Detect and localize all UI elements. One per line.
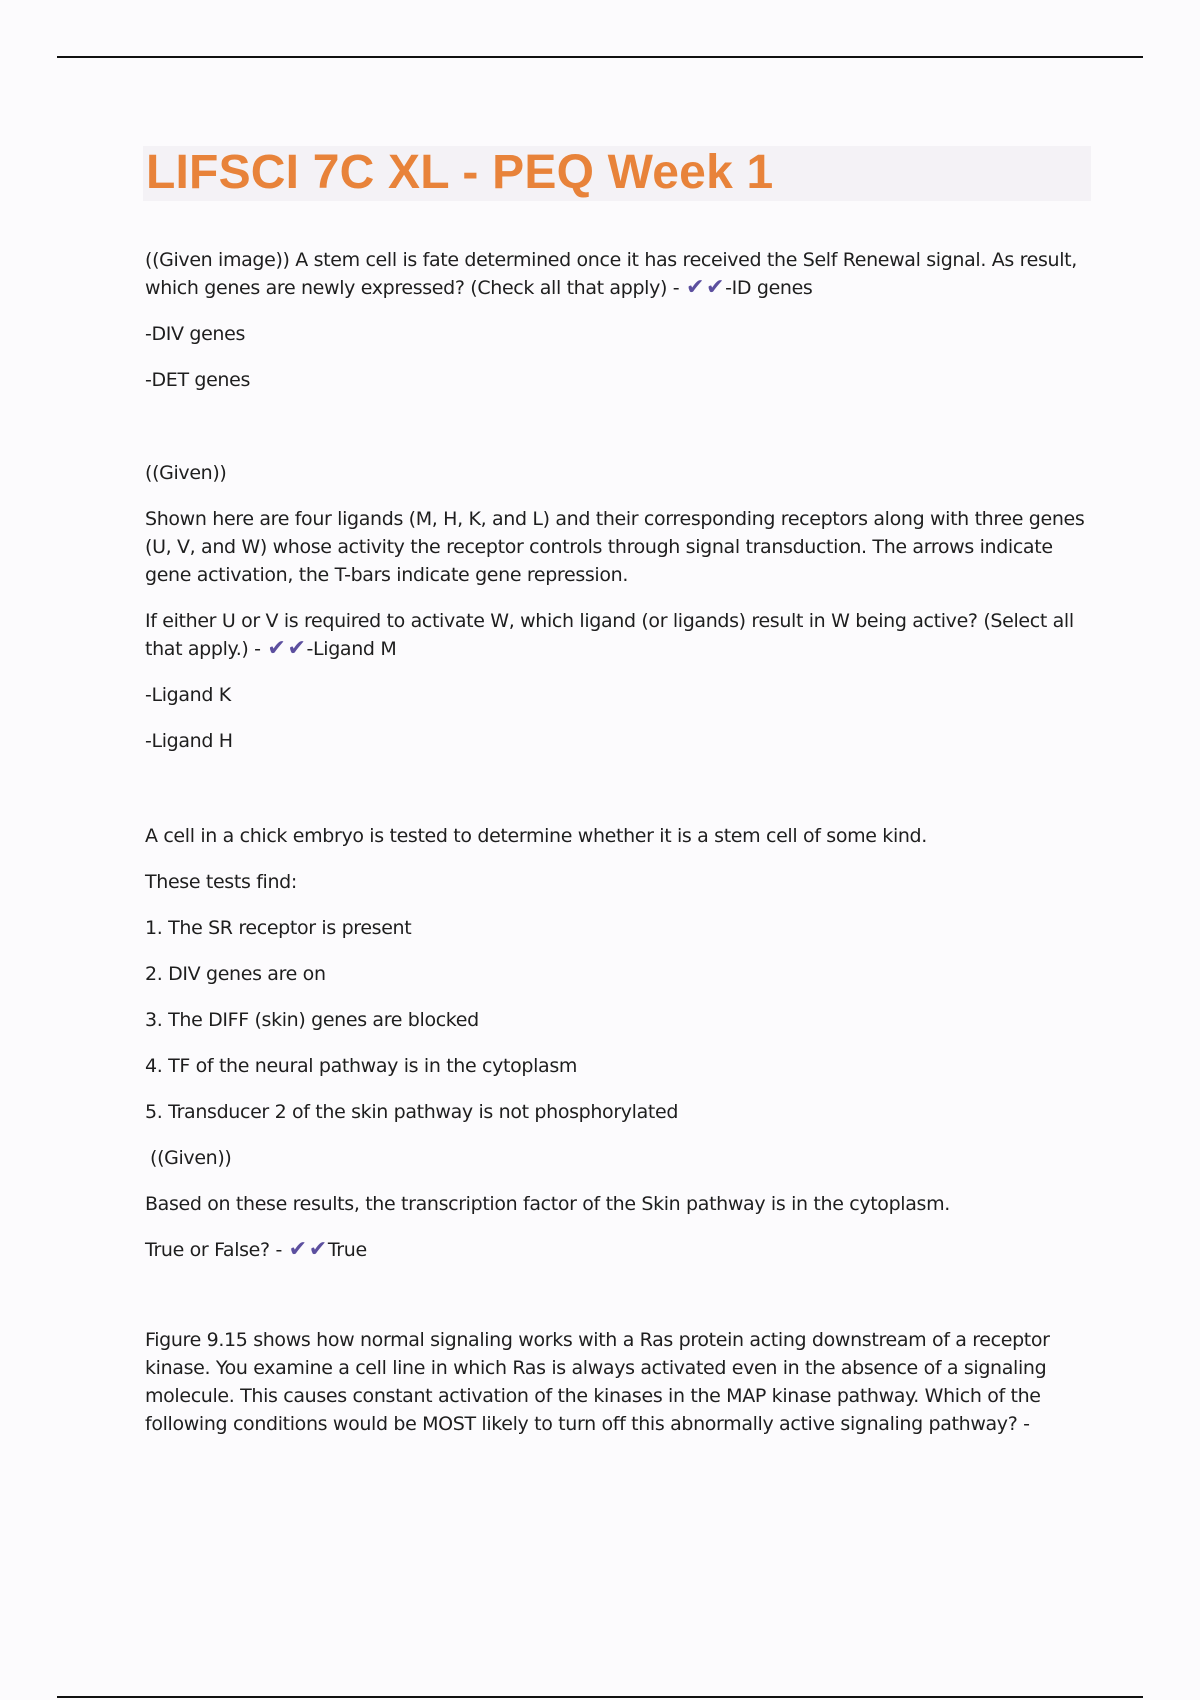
- check-icon: ✔: [685, 275, 705, 300]
- q1-answer-2: -DIV genes: [145, 323, 246, 345]
- q2-answer-1: -Ligand M: [306, 638, 397, 660]
- q3-list-item: 3. The DIFF (skin) genes are blocked: [145, 1009, 479, 1031]
- question-2: [145, 459, 1085, 773]
- q3-list-item: 4. TF of the neural pathway is in the cytoplasm: [145, 1055, 578, 1077]
- q2-answer-3: -Ligand H: [145, 730, 233, 752]
- q1-answer-1: -ID genes: [725, 277, 813, 299]
- q2-text-line2: [145, 635, 1085, 663]
- check-icon: ✔: [267, 636, 286, 661]
- q2-answer-2: -Ligand K: [145, 684, 231, 706]
- check-icon: ✔: [287, 636, 306, 661]
- top-rule: [57, 56, 1143, 58]
- q3-prompt: True or False? -: [145, 1239, 282, 1261]
- question-4: [145, 1326, 1050, 1456]
- document-title: LIFSCI 7C XL - PEQ Week 1: [146, 146, 774, 199]
- check-icon: ✔: [288, 1237, 307, 1262]
- check-icon: ✔: [706, 275, 725, 300]
- question-3: [145, 822, 1085, 1282]
- q3-intro: A cell in a chick embryo is tested to determine whether it is a stem cell of some kind.: [145, 825, 927, 847]
- check-icon: ✔: [308, 1237, 327, 1262]
- q1-answer-3: -DET genes: [145, 369, 251, 391]
- q4-text: Figure 9.15 shows how normal signaling works with a Ras protein acting downstream of a receptor kinase. You examine a cell line in which Ras is always activated even in the absence of a signaling molecule. This causes constant activation of the kinases in the MAP kinase pathway. Which of the following conditions would be MOST likely to turn off this abnormally active signaling pathway? -: [145, 1329, 1050, 1435]
- q2-description: Shown here are four ligands (M, H, K, and L) and their corresponding receptors along with three genes (U, V, and W) whose activity the receptor controls through signal transduction. The arrows indicate gene activation, the T-bars indicate gene repression.: [145, 508, 1085, 586]
- q1-text-line2: [145, 274, 1085, 302]
- q1-text-line1: ((Given image)) A stem cell is fate determined once it has received the Self Renewal signal. As result,: [145, 249, 1077, 271]
- q1-question-end: which genes are newly expressed? (Check all that apply) -: [145, 277, 680, 299]
- q2-given: ((Given)): [145, 462, 227, 484]
- q3-answer: True: [327, 1239, 367, 1261]
- q2-text-line1: If either U or V is required to activate W, which ligand (or ligands) result in W being active? (Select all: [145, 610, 1074, 632]
- bottom-rule: [57, 1696, 1143, 1698]
- q3-prompt-line: [145, 1236, 1085, 1264]
- q3-statement: Based on these results, the transcription factor of the Skin pathway is in the cytoplasm.: [145, 1193, 950, 1215]
- q3-given: ((Given)): [150, 1147, 232, 1169]
- q3-list-item: 1. The SR receptor is present: [145, 917, 412, 939]
- q3-list-item: 2. DIV genes are on: [145, 963, 326, 985]
- q3-lead: These tests find:: [145, 871, 297, 893]
- question-1: [145, 246, 1085, 412]
- q3-list-item: 5. Transducer 2 of the skin pathway is not phosphorylated: [145, 1101, 679, 1123]
- q2-question-end: that apply.) -: [145, 638, 261, 660]
